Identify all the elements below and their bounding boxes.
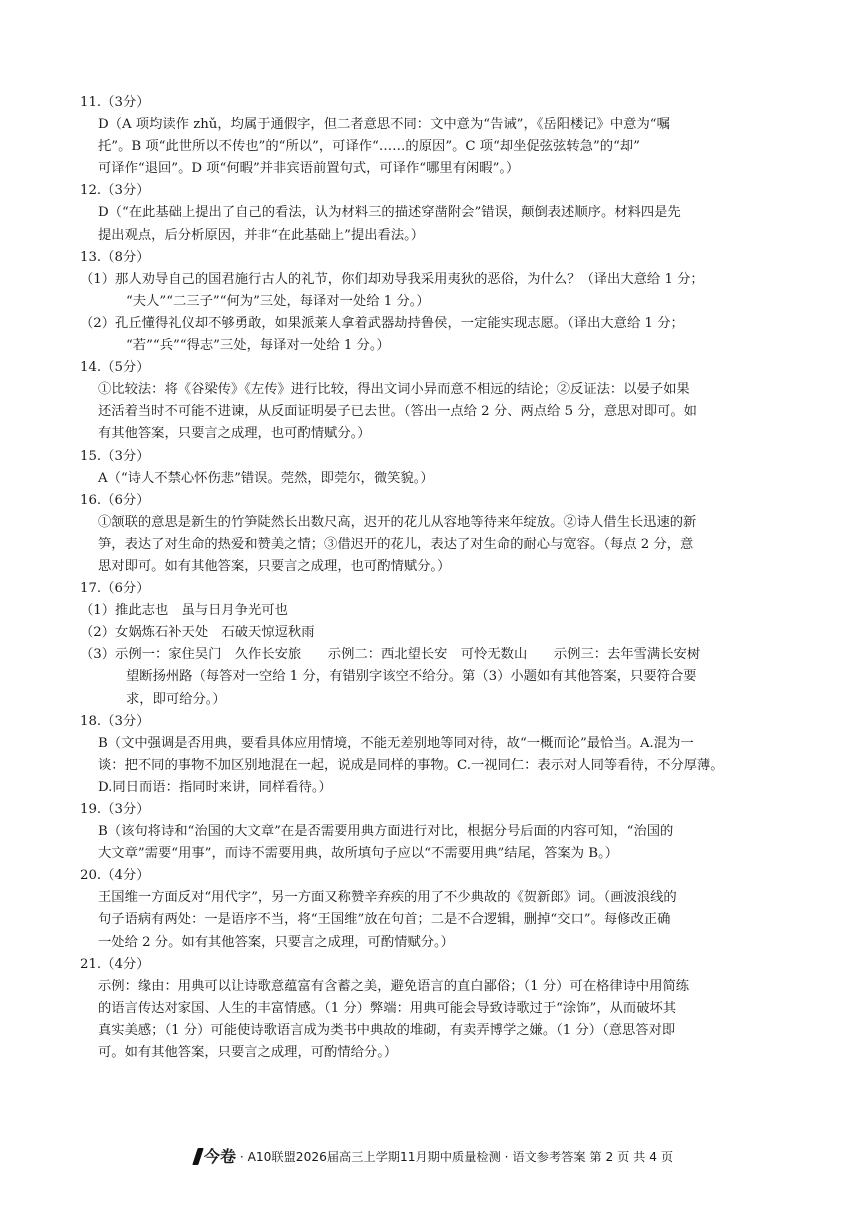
sub-answer-continued: 望断扬州路（每答对一空给 1 分，有错别字该空不给分。第（3）小题如有其他答案，只要符合要 xyxy=(126,669,697,685)
question-block xyxy=(80,490,790,578)
answer-line: B（文中强调是否用典，要看具体应用情境，不能无差别地等同对待，故“一概而论”最恰当。A.混为一 xyxy=(98,735,694,751)
answer-line: 可。如有其他答案，只要言之成理，可酌情给分。） xyxy=(98,1045,398,1061)
sub-answer-continued: “夫人”“二三子”“何为”三处，每译对一处给 1 分。） xyxy=(126,293,430,309)
question-number: 13.（8分） xyxy=(80,249,150,265)
answer-line: 示例：缘由：用典可以让诗歌意蕴富有含蓄之美，避免语言的直白鄙俗；（1 分）可在格律诗中用简练 xyxy=(98,978,690,994)
answer-line: 大文章”需要“用事”，而诗不需要用典，故所填句子应以“不需要用典”结尾，答案为 B。） xyxy=(98,846,619,862)
answer-line: 真实美感；（1 分）可能使诗歌语言成为类书中典故的堆砌，有卖弄博学之嫌。（1 分）（意思答对即 xyxy=(98,1022,676,1038)
question-block xyxy=(80,578,790,711)
question-number: 17.（6分） xyxy=(80,581,150,597)
question-number: 12.（3分） xyxy=(80,183,150,199)
sub-answer: （1）那人劝导自己的国君施行古人的礼节，你们却劝导我采用夷狄的恶俗，为什么？（译出大意给 1 分； xyxy=(80,271,704,287)
answer-line: D.同日而语：指同时来讲，同样看待。） xyxy=(98,779,332,795)
answer-line: 一处给 2 分。如有其他答案，只要言之成理，可酌情赋分。） xyxy=(98,934,454,950)
question-block xyxy=(80,799,790,865)
question-number: 16.（6分） xyxy=(80,492,150,508)
question-block xyxy=(80,92,790,180)
answer-line: 笋，表达了对生命的热爱和赞美之情；③借迟开的花儿，表达了对生命的耐心与宽容。（每点 2 分，意 xyxy=(98,536,694,552)
answer-line: 句子语病有两处：一是语序不当，将“王国维”放在句首；二是不合逻辑，删掉“交口”。每修改正确 xyxy=(98,912,671,928)
question-block xyxy=(80,711,790,799)
answer-line: D（A 项均读作 zhǔ，均属于通假字，但二者意思不同：文中意为“告诫”，《岳阳楼记》中意为“嘱 xyxy=(98,117,670,133)
question-number: 15.（3分） xyxy=(80,448,150,464)
answer-line: 的语言传达对家国、人生的丰富情感。（1 分）弊端：用典可能会导致诗歌过于“涂饰”，从而破坏其 xyxy=(98,1000,677,1016)
answer-line: 可译作“退回”。D 项“何暇”并非宾语前置句式，可译作“哪里有闲暇”。） xyxy=(98,161,520,177)
page-footer xyxy=(0,1147,868,1167)
answer-line: 思对即可。如有其他答案，只要言之成理，也可酌情赋分。） xyxy=(98,558,451,574)
answer-line: 还活着当时不可能不进谏，从反面证明晏子已去世。（答出一点给 2 分、两点给 5 分，意思对即可。如 xyxy=(98,404,697,420)
answer-line: ①颔联的意思是新生的竹笋陡然长出数尺高，迟开的花儿从容地等待来年绽放。②诗人借生长迅速的新 xyxy=(98,514,697,530)
footer-text: · A10联盟2026届高三上学期11月期中质量检测 · 语文参考答案 第 2 页 共 4 页 xyxy=(239,1150,674,1164)
question-block xyxy=(80,954,790,1064)
question-number: 20.（4分） xyxy=(80,868,150,884)
sub-answer-continued: 求，即可给分。） xyxy=(126,691,226,707)
brush-logo-icon xyxy=(192,1148,204,1165)
question-block xyxy=(80,446,790,490)
brand-logo xyxy=(195,1147,236,1167)
question-block xyxy=(80,247,790,357)
sub-answer: （2）孔丘懂得礼仪却不够勇敢，如果派莱人拿着武器劫持鲁侯，一定能实现志愿。（译出大意给 1 分； xyxy=(80,315,684,331)
sub-answer: （2）女娲炼石补天处 石破天惊逗秋雨 xyxy=(80,625,315,641)
answer-line: A（“诗人不禁心怀伤悲”错误。莞然，即莞尔，微笑貌。） xyxy=(98,470,434,486)
answer-line: ①比较法：将《谷梁传》《左传》进行比较，得出文词小异而意不相远的结论；②反证法：以晏子如果 xyxy=(98,382,690,398)
answer-line: 托”。B 项“此世所以不传也”的“所以”，可译作“……的原因”。C 项“却坐促弦弦转急”的“却” xyxy=(98,139,640,155)
answer-key-content xyxy=(80,92,790,1064)
question-number: 19.（3分） xyxy=(80,802,150,817)
answer-line: 王国维一方面反对“用代字”，另一方面又称赞辛弃疾的用了不少典故的《贺新郎》词。（画波浪线的 xyxy=(98,890,677,906)
answer-line: 谈：把不同的事物不加区别地混在一起，说成是同样的事物。C.一视同仁：表示对人同等看待，不分厚薄。 xyxy=(98,757,724,773)
sub-answer-continued: “若”“兵”“得志”三处，每译对一处给 1 分。） xyxy=(126,338,390,354)
logo-text: 今卷 xyxy=(203,1147,236,1166)
answer-line: B（该句将诗和“治国的大文章”在是否需要用典方面进行对比，根据分号后面的内容可知，“治国的 xyxy=(98,824,674,840)
question-number: 11.（3分） xyxy=(80,95,150,110)
sub-answer: （3）示例一：家住吴门 久作长安旅 示例二：西北望长安 可怜无数山 示例三：去年雪满长安树 xyxy=(80,647,701,663)
answer-line: D（“在此基础上提出了自己的看法，认为材料三的描述穿凿附会”错误，颠倒表述顺序。材料四是先 xyxy=(98,205,681,221)
question-block xyxy=(80,357,790,445)
answer-line: 提出观点，后分析原因，并非“在此基础上”提出看法。） xyxy=(98,227,425,243)
question-block xyxy=(80,180,790,246)
question-number: 14.（5分） xyxy=(80,360,150,376)
question-number: 21.（4分） xyxy=(80,956,150,972)
answer-line: 有其他答案，只要言之成理，也可酌情赋分。） xyxy=(98,426,371,442)
sub-answer: （1）推此志也 虽与日月争光可也 xyxy=(80,603,288,619)
question-block xyxy=(80,865,790,953)
question-number: 18.（3分） xyxy=(80,713,150,729)
